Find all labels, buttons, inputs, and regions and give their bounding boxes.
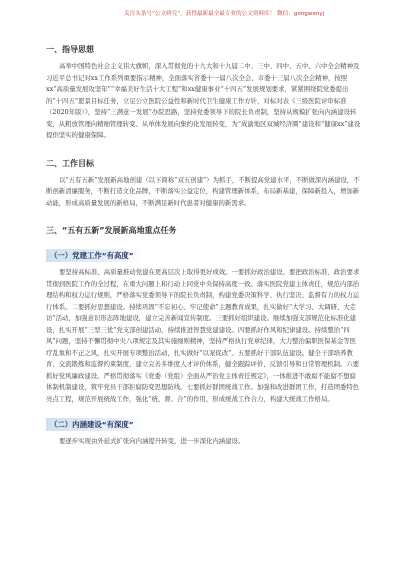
document-body bbox=[46, 44, 362, 448]
paragraph-work-goals: 以“五有五新”发展新高地创建（以下简称“双五创建”）为抓手，不断提高党建水平，不断做深内涵建设，不断创新清廉服务，不断打造文化品牌，不断落实公益定位，构建管理新体系，布局新基建，保障新投入，增加新动能，形成高质量发展的新格局，不断满足新时代患者对健康的新需求。 bbox=[46, 175, 360, 207]
paragraph-connotation: 要逐步实现由外延式扩张向内涵提升转变，进一步深化内涵建设。 bbox=[59, 437, 245, 445]
top-banner: 关注头条号“公文研究”，获得最新最全最专业的公文资料库！ 微信：gongwenyj bbox=[124, 11, 325, 17]
subsection-heading-party-building: （一）党建工作“有高度” bbox=[46, 249, 142, 262]
section-heading-guiding-ideology: 一、指导思想 bbox=[46, 45, 94, 54]
section-heading-key-tasks: 三、“五有五新”发展新高地重点任务 bbox=[46, 226, 177, 235]
subsection-heading-connotation: （二）内涵建设“有深度” bbox=[46, 418, 142, 431]
paragraph-guiding-ideology: 高举中国特色社会主义伟大旗帜，深入贯彻党的十九大和十九届二中、三中、四中、五中、六中全会精神及习近平总书记对xx工作系列重要指示精神，全面落实省委十一届八次全会、市委十三届八次全会精神，按照xx“高质量发展攻坚年”“幸福美好生活十大工程”和xx健康事业“十四五”发展规划要求，紧紧围绕院党委提出的“十四五”愿景目标任务，立足公立医院公益性和新时代卫生健康工作方针，对标对表《三级医院评审标准（2020年版）》，坚持“三满意一发展”办院思路，坚持党委领导下的院长负责制，坚持从规模扩张向内涵建设转变，从粗放管理向精细管理转变、从单体发展向集约化发展转变，为“成渝地区双城经济圈”建设和“健康xx”建设提供坚实的健康保障。 bbox=[46, 62, 361, 139]
paragraph-party-building: 要坚持高标准、高质量推动党建在更高层次上取得更好成效。一要抓好政治建设。要把政治标准、政治要求贯彻到医院工作的全过程，在重大问题上和行动上同党中央保持高度一致。落实医院党建主体责任，规范内部治理结构和权力运行规则，严格落实党委领导下的院长负责制，构建党委决策科学、执行坚决、监督有力的权力运行体系。二要抓好思想建设。持续巩固“不忘初心、牢记使命”主题教育成果，扎实做好“大学习、大调研、大走访”活动，加强意识形态阵地建设，建立完善新闻宣传制度。三要抓好组织建设。继续加强支部规范化标准化建设，扎实开展“三型三优”党支部创建活动，持续推进智慧党建建设。四要抓好作风和纪律建设。持续整治“四风”问题，坚持不懈贯彻中央八项规定及其实施细则精神，坚持严格执行党章纪律，大力整治偏职医保基金等医疗乱象和不正之风，扎实开展专项整治活动，扎实做好“以案促改”。五要抓好干部队伍建设。健全干部培养教育、交流锻炼和监督约束制度，建立完善多维度人才评价体系，健全跟踪评价、反馈引导和日常管理机制。六要抓好党风廉政建设。严格贯彻落实《党委（党组）全面从严治党主体责任规定》，一体推进不敢腐不能腐不想腐体制机制建设，筑牢党员干部拒腐防变思想防线。七要抓好群团统战工作。加强和改进群团工作，打造团委特色亮点工程，规范开展统战工作，强化“统、督、合”的作用，形成统战工作合力，构建大统战工作格局。 bbox=[46, 268, 360, 403]
section-heading-work-goals: 二、工作目标 bbox=[46, 158, 94, 168]
